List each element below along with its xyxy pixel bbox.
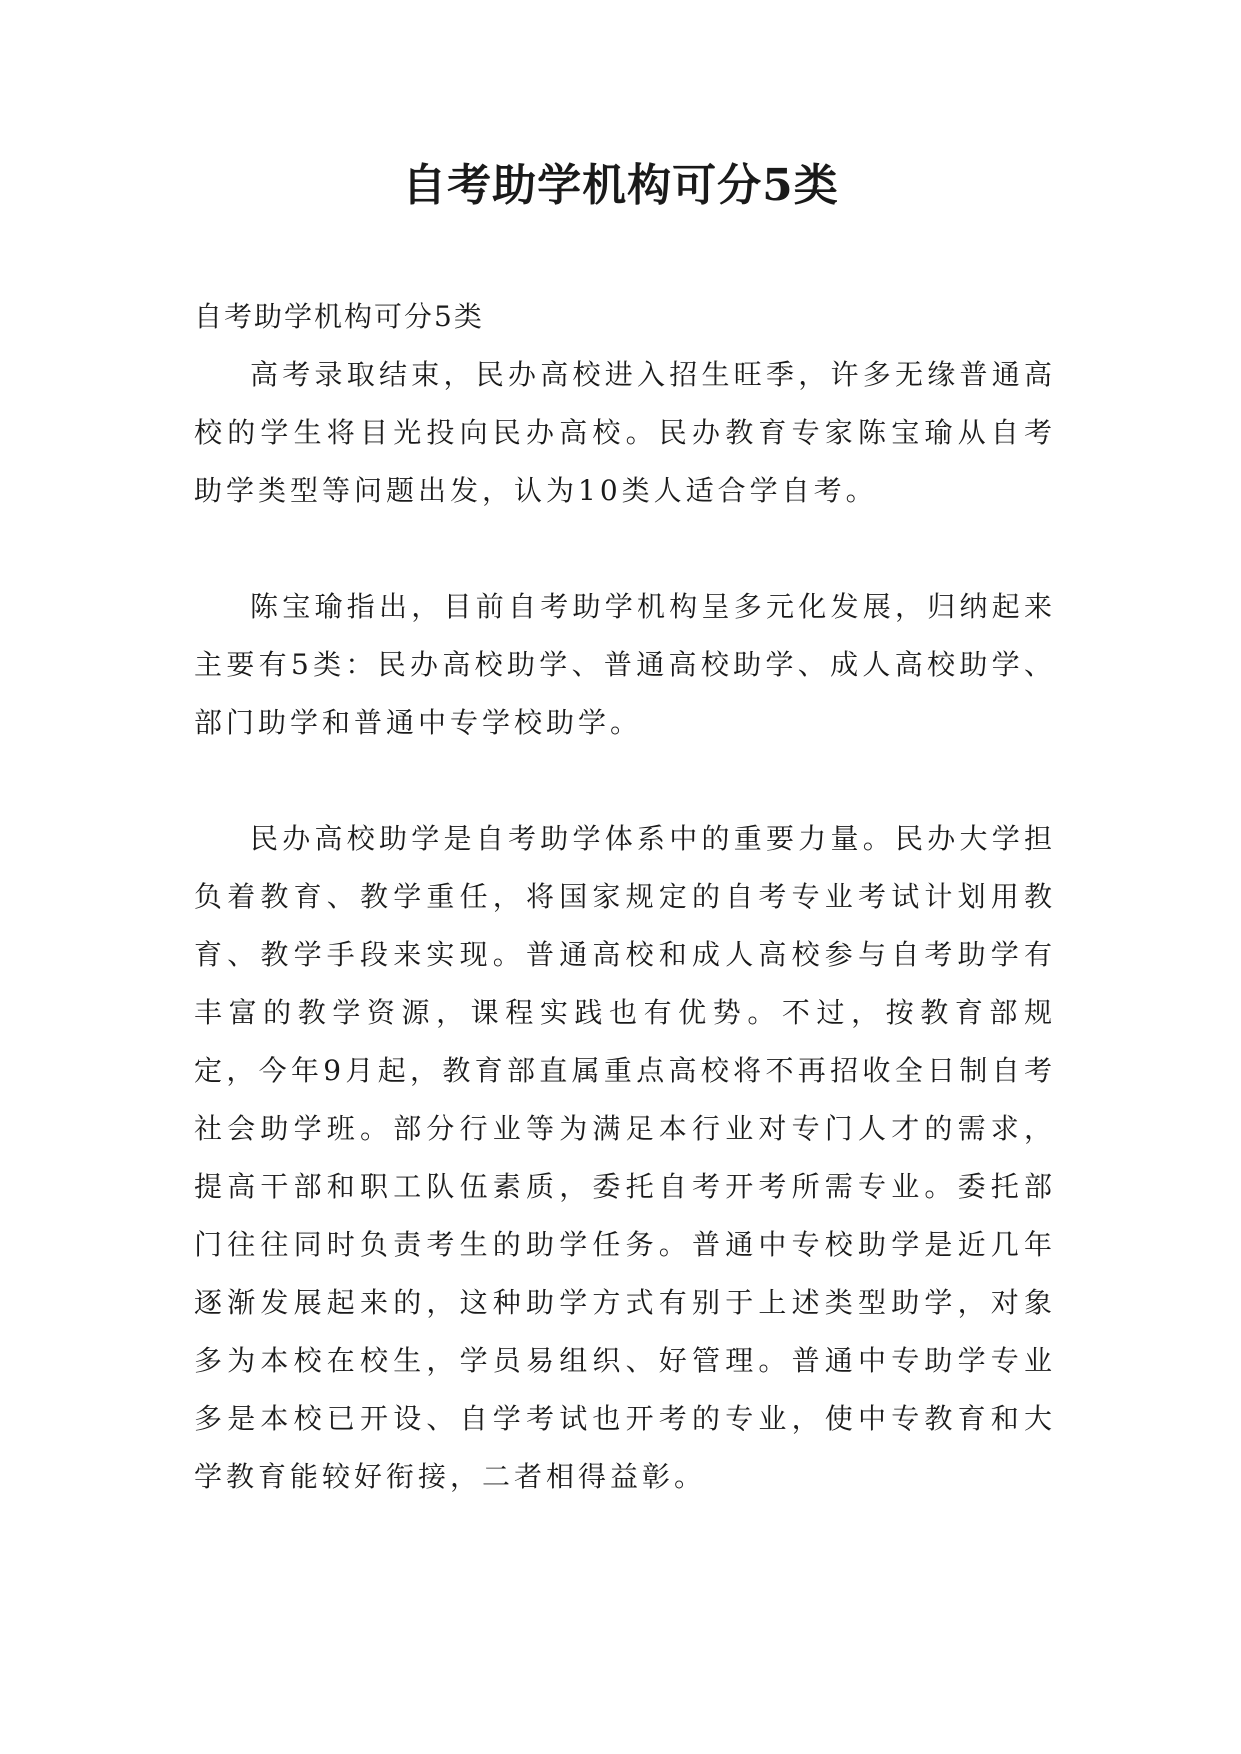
paragraph-spacer	[194, 752, 1056, 810]
document-body	[194, 288, 1056, 1506]
paragraph-spacer	[194, 520, 1056, 578]
document-title: 自考助学机构可分5类	[402, 160, 839, 211]
paragraph-1: 高考录取结束，民办高校进入招生旺季，许多无缘普通高校的学生将目光投向民办高校。民办教育专家陈宝瑜从自考助学类型等问题出发，认为10类人适合学自考。	[194, 358, 1056, 507]
paragraph-3: 民办高校助学是自考助学体系中的重要力量。民办大学担负着教育、教学重任，将国家规定的自考专业考试计划用教育、教学手段来实现。普通高校和成人高校参与自考助学有丰富的教学资源，课程实践也有优势。不过，按教育部规定，今年9月起，教育部直属重点高校将不再招收全日制自考社会助学班。部分行业等为满足本行业对专门人才的需求，提高干部和职工队伍素质，委托自考开考所需专业。委托部门往往同时负责考生的助学任务。普通中专校助学是近几年逐渐发展起来的，这种助学方式有别于上述类型助学，对象多为本校在校生，学员易组织、好管理。普通中专助学专业多是本校已开设、自学考试也开考的专业，使中专教育和大学教育能较好衔接，二者相得益彰。	[194, 822, 1056, 1493]
paragraph-2: 陈宝瑜指出，目前自考助学机构呈多元化发展，归纳起来主要有5类：民办高校助学、普通高校助学、成人高校助学、部门助学和普通中专学校助学。	[194, 590, 1056, 739]
document-subtitle: 自考助学机构可分5类	[194, 300, 484, 333]
